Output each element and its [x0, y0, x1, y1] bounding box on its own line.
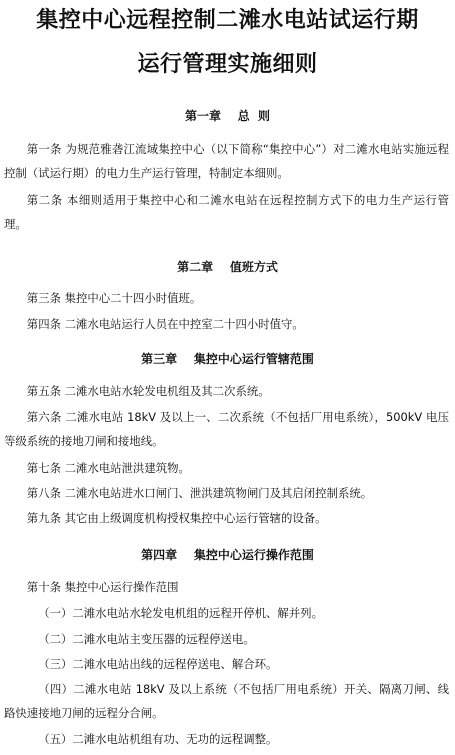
article-1: 第一条 为规范雅砻江流域集控中心（以下简称“集控中心”）对二滩水电站实施远程控制（试运行期）的电力生产运行管理，特制定本细则。	[4, 142, 449, 180]
article-2: 第二条 本细则适用于集控中心和二滩水电站在远程控制方式下的电力生产运行管理。	[4, 193, 449, 231]
chapter-heading-3: 第三章 集控中心运行管辖范围	[141, 352, 314, 366]
article-3: 第三条 集控中心二十四小时值班。	[26, 291, 202, 305]
chapter-heading-1: 第一章 总 则	[184, 109, 271, 123]
list-item-2: （二）二滩水电站主变压器的远程停送电。	[38, 632, 255, 646]
list-item-5: （五）二滩水电站机组有功、无功的远程调整。	[38, 732, 278, 746]
article-10: 第十条 集控中心运行操作范围	[26, 580, 179, 594]
article-5: 第五条 二滩水电站水轮发电机组及其二次系统。	[26, 384, 270, 398]
chapter-heading-4: 第四章 集控中心运行操作范围	[141, 548, 314, 562]
document-title-line1: 集控中心远程控制二滩水电站试运行期	[36, 8, 419, 33]
article-9: 第九条 其它由上级调度机构授权集控中心运行管辖的设备。	[26, 511, 327, 525]
article-7: 第七条 二滩水电站泄洪建筑物。	[26, 461, 190, 475]
document-title-line2: 运行管理实施细则	[137, 52, 318, 77]
list-item-4: （四）二滩水电站 18kV 及以上系统（不包括厂用电系统）开关、隔离刀闸、线路快速接地刀闸的远程分合闸。	[4, 682, 449, 720]
article-8: 第八条 二滩水电站进水口闸门、泄洪建筑物闸门及其启闭控制系统。	[26, 486, 373, 500]
chapter-heading-2: 第二章 值班方式	[177, 260, 278, 274]
list-item-3: （三）二滩水电站出线的远程停送电、解合环。	[38, 657, 278, 671]
list-item-1: （一）二滩水电站水轮发电机组的远程开停机、解并列。	[38, 606, 323, 620]
article-6: 第六条 二滩水电站 18kV 及以上一、二次系统（不包括厂用电系统），500kV 电压等级系统的接地刀闸和接地线。	[4, 410, 449, 448]
article-4: 第四条 二滩水电站运行人员在中控室二十四小时值守。	[26, 317, 304, 331]
